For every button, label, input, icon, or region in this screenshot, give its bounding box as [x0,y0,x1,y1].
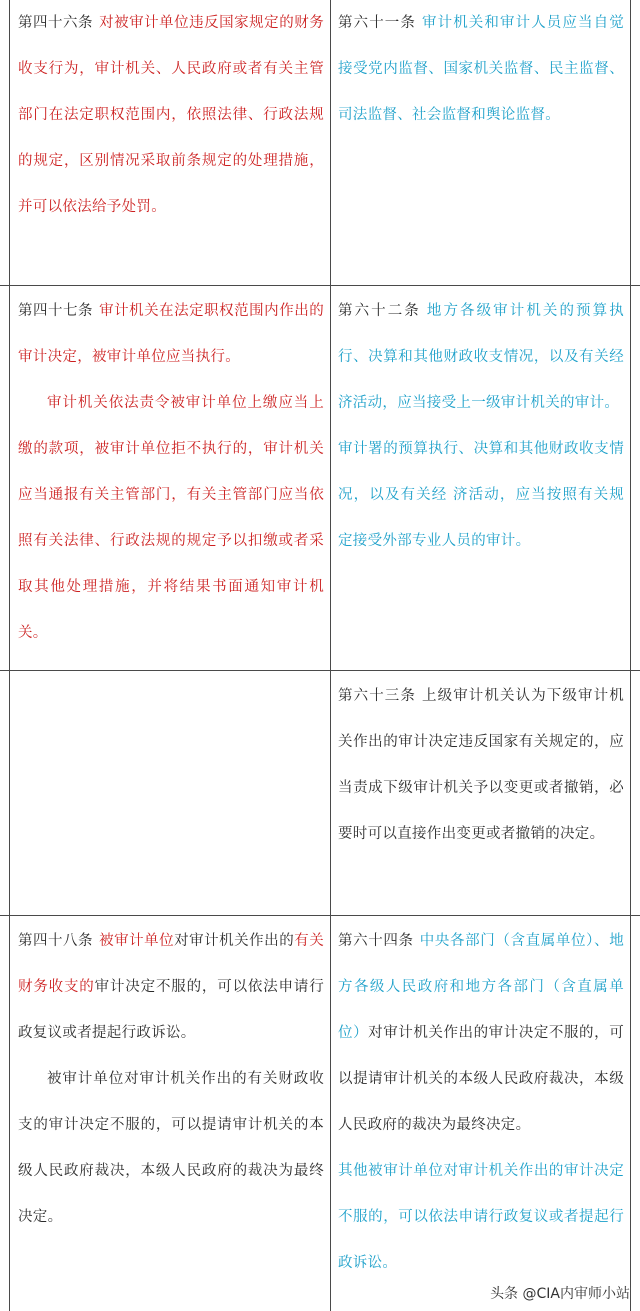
article-text: 上级审计机关认为下级审计机关作出的审计决定违反国家有关规定的，应当责成下级审计机关予以变更或者撤销，必要时可以直接作出变更或者撤销的决定。 [338,688,624,842]
row-divider [0,915,640,916]
article-number: 第六十三条 [338,688,416,704]
row-divider [0,670,640,671]
cell-article-46 [18,0,324,230]
highlight-text: 被审计单位 [99,933,175,949]
cell-article-48 [18,918,324,1240]
article-text: 地方各级审计机关的预算执行、决算和其他财政收支情况，以及有关经济活动，应当接受上一级审计机关的审计。 [338,303,624,411]
article-text: 对被审计单位违反国家规定的财务收支行为，审计机关、人民政府或者有关主管部门在法定职权范围内，依照法律、行政法规的规定，区别情况采取前条规定的处理措施，并可以依法给予处罚。 [18,15,325,215]
article-paragraph: 其他被审计单位对审计机关作出的审计决定不服的，可以依法申请行政复议或者提起行政诉讼。 [338,1163,624,1271]
cell-article-61 [338,0,624,138]
article-number: 第六十一条 [338,15,416,31]
article-number: 第四十八条 [18,933,94,949]
cell-article-64 [338,918,624,1286]
cell-article-47 [18,288,324,656]
article-paragraph: 审计机关依法责令被审计单位上缴应当上缴的款项，被审计单位拒不执行的，审计机关应当通报有关主管部门，有关主管部门应当依照有关法律、行政法规的规定予以扣缴或者采取其他处理措施，并将结果书面通知审计机关。 [18,395,324,641]
cell-article-63 [338,673,624,857]
row-divider [0,285,640,286]
article-text: 审计决定不服的，可以依法申请行政复议或者提起行政诉讼。 [18,979,325,1041]
table-border-right [630,0,631,1311]
article-text: 对审计机关作出的 [174,933,295,949]
highlight-text: 中央各部门（含直属单位）、地方各级人民政府和地方各部门（含直属单位） [338,933,625,1041]
article-paragraph: 被审计单位对审计机关作出的有关财政收支的审计决定不服的，可以提请审计机关的本级人民政府裁决，本级人民政府的裁决为最终决定。 [18,1071,324,1225]
article-number: 第六十二条 [338,303,421,319]
article-number: 第四十七条 [18,303,94,319]
article-number: 第六十四条 [338,933,414,949]
article-text: 审计机关和审计人员应当自觉接受党内监督、国家机关监督、民主监督、司法监督、社会监督和舆论监督。 [338,15,624,123]
watermark-text: 头条 @CIA内审师小站 [490,1286,630,1302]
table-border-left [9,0,10,1311]
article-number: 第四十六条 [18,15,94,31]
article-paragraph: 审计署的预算执行、决算和其他财政收支情况，以及有关经 济活动，应当按照有关规定接受外部专业人员的审计。 [338,441,624,549]
cell-article-62 [338,288,624,564]
article-text: 审计机关在法定职权范围内作出的审计决定，被审计单位应当执行。 [18,303,325,365]
highlight-text: 有关财务收支的 [18,933,325,995]
table-column-divider [330,0,331,1311]
article-text: 对审计机关作出的审计决定不服的，可以提请审计机关的本级人民政府裁决，本级人民政府的裁决为最终决定。 [338,1025,624,1133]
